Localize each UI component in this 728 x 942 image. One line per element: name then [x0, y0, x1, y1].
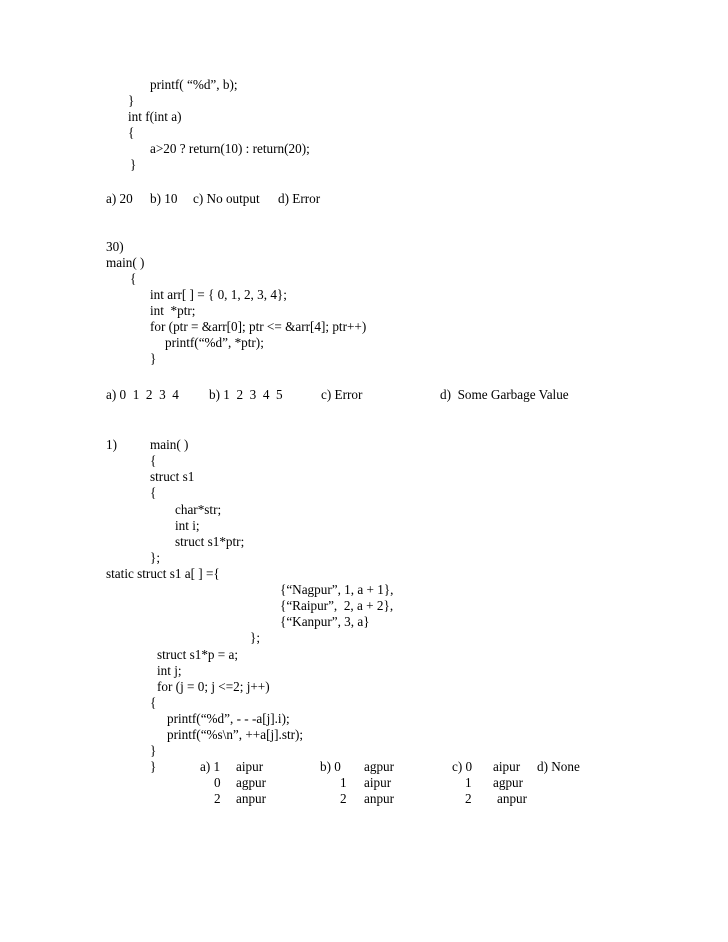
option-d: d) Error	[278, 191, 321, 206]
option-a-number: 0	[214, 775, 221, 790]
option-a-number: 2	[214, 791, 221, 806]
code-line: for (j = 0; j <=2; j++)	[157, 679, 270, 694]
code-line: int f(int a)	[128, 109, 182, 124]
code-line: {	[128, 125, 135, 140]
code-line: {“Nagpur”, 1, a + 1},	[280, 582, 394, 597]
option-c-value: aipur	[493, 759, 521, 774]
code-line: printf(“%d”, *ptr);	[165, 335, 264, 350]
code-line: char*str;	[175, 502, 222, 517]
option-b-value: aipur	[364, 775, 392, 790]
code-line: {	[150, 695, 157, 710]
option-c: c) Error	[321, 387, 363, 402]
code-line: {“Raipur”, 2, a + 2},	[280, 598, 394, 613]
code-line: int j;	[157, 663, 182, 678]
code-line: printf(“%d”, - - -a[j].i);	[167, 711, 290, 726]
code-line: struct s1*ptr;	[175, 534, 245, 549]
option-a: a) 0 1 2 3 4	[106, 387, 179, 402]
option-b-number: 2	[340, 791, 347, 806]
code-line: static struct s1 a[ ] ={	[106, 566, 220, 581]
code-line: };	[150, 550, 160, 565]
option-c: c) No output	[193, 191, 260, 206]
option-a: a) 20	[106, 191, 133, 206]
option-c-value: agpur	[493, 775, 524, 790]
option-a-label: a) 1	[200, 759, 221, 774]
code-line: }	[150, 743, 157, 758]
code-line: {	[130, 271, 137, 286]
question-number: 30)	[106, 239, 124, 254]
option-c-number: 1	[465, 775, 472, 790]
option-b-label: b) 0	[320, 759, 341, 774]
option-b-value: anpur	[364, 791, 395, 806]
code-line: int arr[ ] = { 0, 1, 2, 3, 4};	[150, 287, 287, 302]
option-b-number: 1	[340, 775, 347, 790]
code-line: {	[150, 485, 157, 500]
option-a-value: agpur	[236, 775, 267, 790]
code-line: struct s1	[150, 469, 195, 484]
code-line: }	[150, 351, 157, 366]
option-a-value: aipur	[236, 759, 264, 774]
code-line: for (ptr = &arr[0]; ptr <= &arr[4]; ptr++)	[150, 319, 367, 334]
code-line: struct s1*p = a;	[157, 647, 239, 662]
code-line: int *ptr;	[150, 303, 196, 318]
code-line: }	[130, 157, 137, 172]
code-line: printf( “%d”, b);	[150, 77, 238, 92]
question-number: 1)	[106, 437, 117, 452]
code-line: };	[250, 630, 260, 645]
option-b-value: agpur	[364, 759, 395, 774]
option-b: b) 10	[150, 191, 178, 206]
option-d: d) Some Garbage Value	[440, 387, 569, 402]
code-line: }	[150, 759, 157, 774]
option-d-label: d) None	[537, 759, 580, 774]
code-line: {	[150, 453, 157, 468]
code-line: }	[128, 93, 135, 108]
option-c-number: 2	[465, 791, 472, 806]
code-line: main( )	[150, 437, 189, 452]
code-line: {“Kanpur”, 3, a}	[280, 614, 370, 629]
option-c-label: c) 0	[452, 759, 473, 774]
code-line: main( )	[106, 255, 145, 270]
code-line: a>20 ? return(10) : return(20);	[150, 141, 310, 156]
code-line: int i;	[175, 518, 200, 533]
option-b: b) 1 2 3 4 5	[209, 387, 283, 402]
option-c-value: anpur	[497, 791, 528, 806]
option-a-value: anpur	[236, 791, 267, 806]
code-line: printf(“%s\n”, ++a[j].str);	[167, 727, 304, 742]
